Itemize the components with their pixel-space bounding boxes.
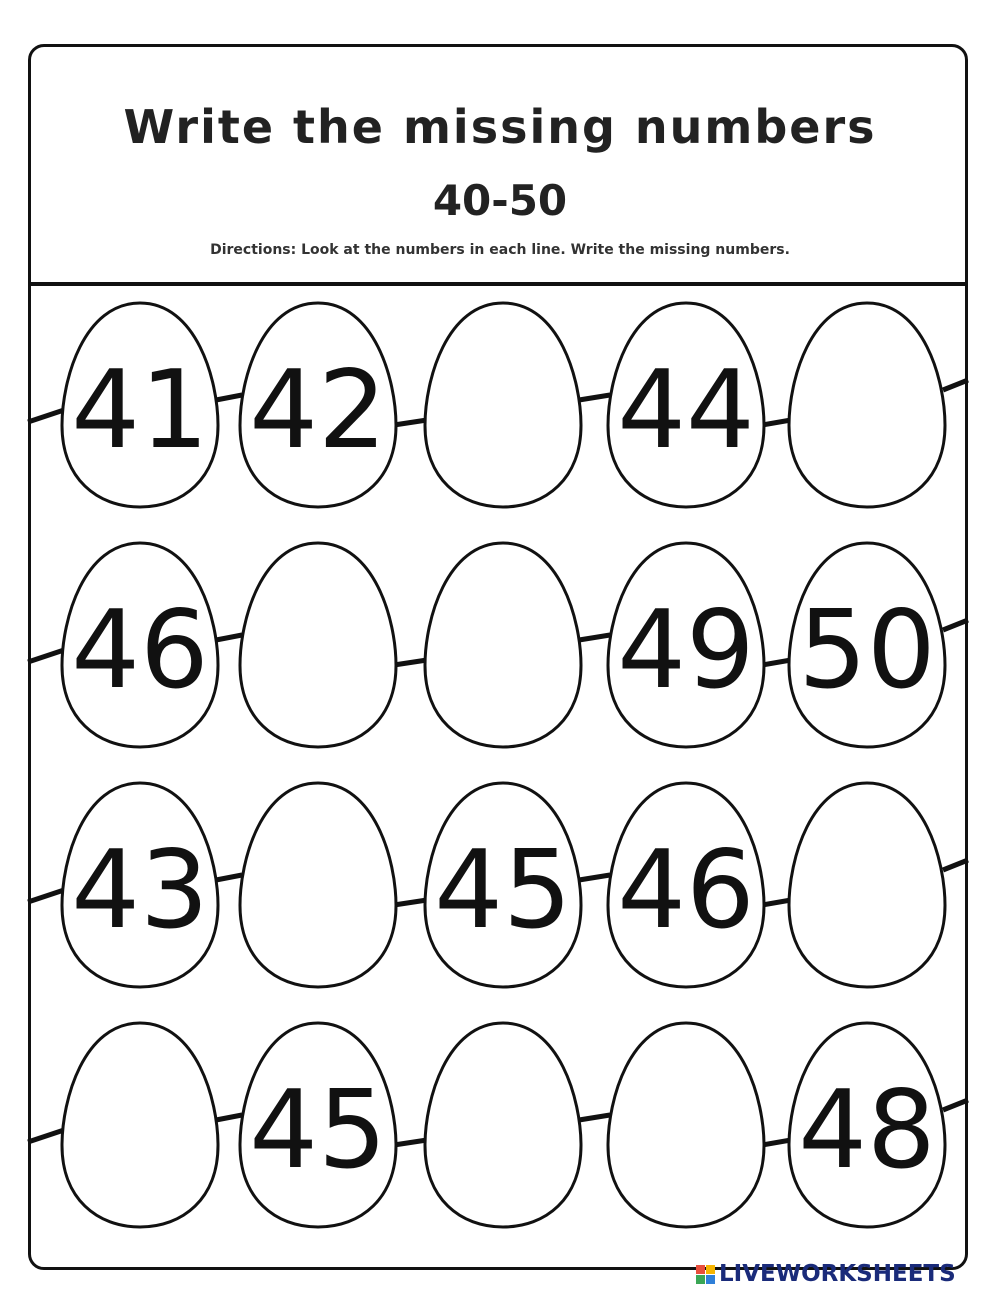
directions-text: Directions: Look at the numbers in each line. Write the missing numbers. [210,242,790,258]
missing-number-input[interactable] [264,605,376,687]
chain-strand [579,635,610,640]
missing-number-input[interactable] [813,845,925,927]
missing-number-input[interactable] [813,365,925,447]
chain-strand [762,660,791,665]
chain-strand [943,860,968,870]
missing-number-input[interactable] [632,1085,744,1167]
given-number: 50 [798,588,936,713]
missing-number-input[interactable] [449,365,561,447]
brand-logo-icon [696,1265,715,1284]
logo-square-red [696,1265,705,1274]
missing-number-input[interactable] [86,1085,198,1167]
logo-square-yellow [706,1265,715,1274]
chain-strand [762,420,791,425]
logo-square-blue [706,1275,715,1284]
brand-footer [696,1258,956,1290]
given-number: 49 [617,588,755,713]
missing-number-input[interactable] [449,605,561,687]
chain-strand [762,1140,791,1145]
chain-strand [28,890,64,902]
chain-strand [579,395,610,400]
chain-strand [762,900,791,905]
chain-strand [943,620,968,630]
given-number: 41 [71,348,209,473]
given-number: 45 [434,828,572,953]
given-number: 46 [71,588,209,713]
chain-strand [28,410,64,422]
number-range: 40-50 [432,176,568,225]
given-number: 48 [798,1068,936,1193]
chain-strand [579,875,610,880]
chain-strand [216,395,242,400]
missing-number-input[interactable] [449,1085,561,1167]
chain-strand [216,1115,242,1120]
worksheet-title: Write the missing numbers [123,100,877,154]
chain-strand [28,1130,64,1142]
brand-name: LIVEWORKSHEETS [719,1261,956,1287]
given-number: 43 [71,828,209,953]
chain-strand [394,1140,427,1145]
chain-strand [216,875,242,880]
given-number: 45 [249,1068,387,1193]
logo-square-green [696,1275,705,1284]
chain-strand [28,650,64,662]
chain-strand [394,900,427,905]
given-number: 42 [249,348,387,473]
chain-strand [943,380,968,390]
chain-strand [394,420,427,425]
chain-strand [216,635,242,640]
missing-number-input[interactable] [264,845,376,927]
chain-strand [394,660,427,665]
chain-strand [943,1100,968,1110]
given-number: 46 [617,828,755,953]
chain-strand [579,1115,610,1120]
given-number: 44 [617,348,755,473]
